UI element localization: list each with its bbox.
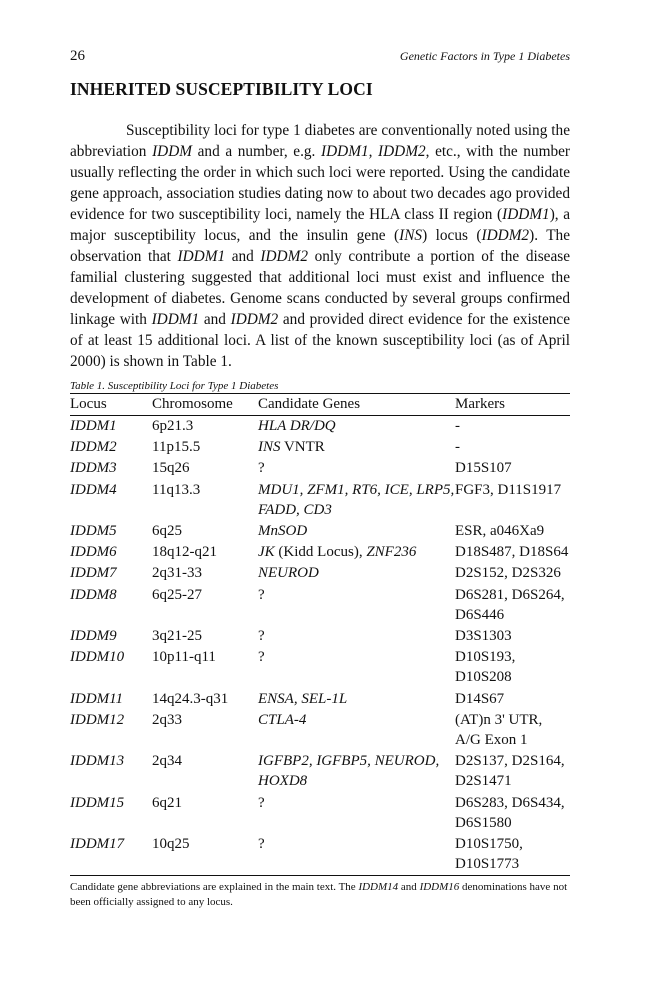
italic-run: ZNF236 — [366, 544, 417, 561]
chromosome-cell: 6q21 — [152, 794, 182, 811]
italic-run: IDDM1 — [177, 248, 226, 265]
italic-run: IDDM1 — [502, 206, 550, 223]
locus-cell: IDDM5 — [70, 523, 117, 540]
text-run: Candidate gene abbreviations are explained in the main text. The — [70, 881, 359, 894]
chromosome-cell: 11p15.5 — [152, 439, 201, 456]
table-row — [70, 793, 570, 834]
markers-cell: (AT)n 3' UTR, A/G Exon 1 — [455, 711, 543, 749]
chromosome-cell: 2q33 — [152, 711, 182, 728]
table-row — [70, 585, 570, 626]
chromosome-cell: 2q34 — [152, 753, 182, 770]
italic-run: INS — [258, 439, 281, 456]
book-page — [70, 48, 570, 910]
markers-cell: D10S193, D10S208 — [455, 649, 516, 686]
italic-run: MDU1, ZFM1, RT6, ICE, LRP5, FADD, CD3 — [258, 481, 455, 518]
text-run: ? — [258, 836, 265, 853]
locus-cell: IDDM2 — [70, 439, 117, 456]
markers-cell: D3S1303 — [455, 628, 512, 645]
text-run: Susceptibility loci for type 1 diabetes are conventionally noted using the abbreviation — [70, 122, 570, 160]
table-row — [70, 834, 570, 876]
markers-cell: FGF3, D11S1917 — [455, 481, 562, 498]
candidate-genes-cell — [258, 416, 455, 438]
chromosome-cell: 6q25 — [152, 523, 182, 540]
locus-cell: IDDM8 — [70, 586, 117, 603]
table-footnote — [70, 880, 570, 910]
text-run: and — [225, 248, 261, 265]
candidate-genes-cell — [258, 793, 455, 834]
text-run: ? — [258, 649, 265, 666]
text-run: (Kidd Locus), — [274, 544, 367, 561]
italic-run: JK — [258, 544, 275, 561]
table-row — [70, 689, 570, 710]
table-row — [70, 542, 570, 563]
text-run: and — [199, 311, 231, 328]
chromosome-cell: 10q25 — [152, 836, 190, 853]
locus-cell: IDDM12 — [70, 711, 125, 728]
text-run: and — [398, 881, 420, 894]
text-run: and provided direct evidence for the existence of at least 15 additional loci. A list of the known susceptibility loci (as of April 2000) is shown in Table 1. — [70, 311, 570, 370]
chromosome-cell: 10p11-q11 — [152, 649, 216, 666]
text-run: ? — [258, 460, 265, 477]
table-row — [70, 563, 570, 584]
chromosome-cell: 11q13.3 — [152, 481, 201, 498]
italic-run: IDDM1, IDDM2 — [321, 143, 426, 160]
candidate-genes-cell — [258, 751, 455, 792]
header-candidate-genes: Candidate Genes — [258, 396, 361, 412]
section-heading: INHERITED SUSCEPTIBILITY LOCI — [70, 79, 373, 99]
candidate-genes-cell — [258, 834, 455, 876]
markers-cell: D15S107 — [455, 460, 512, 477]
chromosome-cell: 15q26 — [152, 460, 190, 477]
locus-cell: IDDM4 — [70, 481, 117, 498]
locus-cell: IDDM11 — [70, 690, 124, 707]
text-run: denominations have not been officially assigned to any locus. — [70, 881, 568, 909]
chromosome-cell: 18q12-q21 — [152, 544, 217, 561]
markers-cell: D2S152, D2S326 — [455, 565, 561, 582]
header-markers: Markers — [455, 396, 505, 412]
locus-cell: IDDM3 — [70, 460, 117, 477]
table-caption — [70, 380, 570, 394]
candidate-genes-cell — [258, 458, 455, 479]
chromosome-cell: 3q21-25 — [152, 628, 202, 645]
table-caption-text: Table 1. Susceptibility Loci for Type 1 Diabetes — [70, 380, 279, 392]
italic-run: IDDM2 — [481, 227, 530, 244]
text-run: ), a major susceptibility locus, and the insulin gene ( — [70, 206, 570, 244]
italic-run: INS — [399, 227, 423, 244]
locus-cell: IDDM7 — [70, 565, 117, 582]
table-row — [70, 437, 570, 458]
running-title: Genetic Factors in Type 1 Diabetes — [399, 49, 570, 63]
italic-run: IGFBP2, IGFBP5, NEUROD, HOXD8 — [258, 753, 440, 790]
candidate-genes-cell — [258, 563, 455, 584]
table-row — [70, 521, 570, 542]
table-row — [70, 751, 570, 792]
text-run: ? — [258, 628, 265, 645]
locus-cell: IDDM10 — [70, 649, 125, 666]
table-row — [70, 710, 570, 751]
markers-cell: D6S281, D6S264, D6S446 — [455, 586, 565, 623]
candidate-genes-cell — [258, 647, 455, 688]
italic-run: IDDM1 — [151, 311, 200, 328]
text-run: , etc., with the number usually reflecting the order in which such loci were reported. Using the candidate gene approach, association studies dating now to about two decades ago provided evidence for two susceptibility loci, namely the HLA class II region ( — [70, 143, 571, 223]
candidate-genes-cell — [258, 521, 455, 542]
markers-cell: - — [455, 418, 460, 434]
header-locus: Locus — [70, 396, 107, 412]
locus-cell: IDDM9 — [70, 628, 117, 645]
text-run: VNTR — [280, 439, 325, 456]
table-row — [70, 458, 570, 479]
chromosome-cell: 14q24.3-q31 — [152, 690, 229, 707]
table-header-row — [70, 395, 570, 416]
text-run: and a number, e.g. — [192, 143, 322, 160]
italic-run: IDDM — [152, 143, 193, 160]
italic-run: MnSOD — [258, 523, 308, 540]
text-run: ) locus ( — [422, 227, 482, 244]
header-chromosome: Chromosome — [152, 396, 233, 412]
text-run: ? — [258, 586, 265, 603]
table-row — [70, 626, 570, 647]
table-row — [70, 480, 570, 521]
candidate-genes-cell — [258, 542, 455, 563]
chromosome-cell: 6p21.3 — [152, 418, 194, 434]
candidate-genes-cell — [258, 689, 455, 710]
markers-cell: D10S1750, D10S1773 — [455, 836, 523, 873]
table-row — [70, 416, 570, 438]
candidate-genes-cell — [258, 626, 455, 647]
markers-cell: - — [455, 439, 460, 456]
italic-run: ENSA, SEL-1L — [258, 690, 348, 707]
locus-cell: IDDM15 — [70, 794, 125, 811]
markers-cell: D14S67 — [455, 690, 505, 707]
markers-cell: D18S487, D18S64 — [455, 544, 569, 561]
locus-cell: IDDM17 — [70, 836, 125, 853]
text-run: ? — [258, 794, 265, 811]
italic-run: IDDM14 — [358, 881, 399, 894]
candidate-genes-cell — [258, 585, 455, 626]
candidate-genes-cell — [258, 710, 455, 751]
italic-run: HLA DR/DQ — [258, 418, 336, 434]
text-run: only contribute a portion of the disease familial clustering suggested that additional loci must exist and influence the development of diabetes. Genome scans conducted by several groups confirmed linkage with — [70, 248, 570, 328]
locus-cell: IDDM1 — [70, 418, 117, 434]
italic-run: CTLA-4 — [258, 711, 307, 728]
candidate-genes-cell — [258, 437, 455, 458]
chromosome-cell: 2q31-33 — [152, 565, 202, 582]
italic-run: IDDM2 — [260, 248, 308, 265]
markers-cell: D2S137, D2S164, D2S1471 — [455, 753, 565, 790]
markers-cell: ESR, a046Xa9 — [455, 523, 545, 540]
susceptibility-loci-table — [70, 395, 570, 876]
locus-cell: IDDM13 — [70, 753, 125, 770]
body-paragraph — [70, 120, 570, 372]
text-run: ). The observation that — [70, 227, 570, 265]
candidate-genes-cell — [258, 480, 455, 521]
running-head — [70, 48, 570, 65]
table-body — [70, 416, 570, 876]
italic-run: NEUROD — [258, 565, 319, 582]
locus-cell: IDDM6 — [70, 544, 117, 561]
chromosome-cell: 6q25-27 — [152, 586, 202, 603]
table-row — [70, 647, 570, 688]
page-number: 26 — [70, 48, 85, 64]
italic-run: IDDM2 — [230, 311, 279, 328]
caption-rule — [70, 393, 570, 394]
italic-run: IDDM16 — [419, 881, 460, 894]
markers-cell: D6S283, D6S434, D6S1580 — [455, 794, 565, 831]
